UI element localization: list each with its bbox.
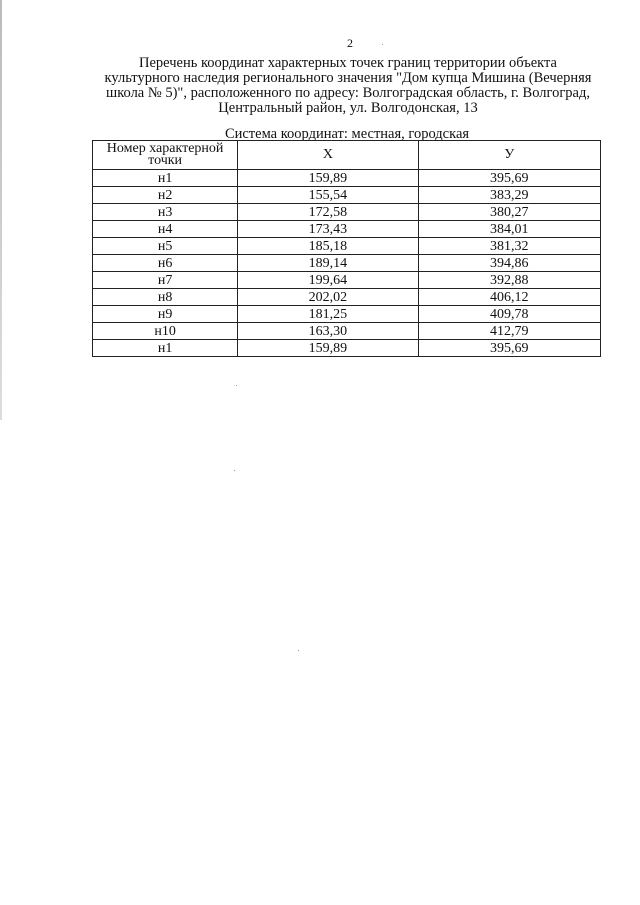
x-cell: 199,64	[238, 272, 418, 289]
page-number: 2	[347, 36, 353, 50]
point-number-cell: н1	[93, 340, 238, 357]
point-number-cell: н8	[93, 289, 238, 306]
y-cell: 409,78	[418, 306, 600, 323]
table-row	[93, 187, 601, 204]
scan-speck	[236, 385, 237, 386]
title-line-4: Центральный район, ул. Волгодонская, 13	[218, 100, 478, 116]
point-number-cell: н2	[93, 187, 238, 204]
header-x: Х	[238, 141, 418, 170]
y-cell: 380,27	[418, 204, 600, 221]
table-row	[93, 306, 601, 323]
header-y: У	[418, 141, 600, 170]
table-row	[93, 170, 601, 187]
x-cell: 163,30	[238, 323, 418, 340]
point-number-cell: н7	[93, 272, 238, 289]
scan-speck	[382, 44, 383, 45]
table-row	[93, 221, 601, 238]
point-number-cell: н1	[93, 170, 238, 187]
document-title	[88, 56, 608, 116]
y-cell: 406,12	[418, 289, 600, 306]
y-cell: 383,29	[418, 187, 600, 204]
x-cell: 202,02	[238, 289, 418, 306]
x-cell: 172,58	[238, 204, 418, 221]
point-number-cell: н4	[93, 221, 238, 238]
table-row	[93, 272, 601, 289]
point-number-cell: н9	[93, 306, 238, 323]
y-cell: 395,69	[418, 170, 600, 187]
table-row	[93, 238, 601, 255]
coordinate-system-label: Система координат: местная, городская	[224, 126, 470, 142]
point-number-cell: н5	[93, 238, 238, 255]
x-cell: 189,14	[238, 255, 418, 272]
point-number-cell: н3	[93, 204, 238, 221]
point-number-cell: н6	[93, 255, 238, 272]
scan-speck	[298, 650, 299, 651]
table-row	[93, 255, 601, 272]
table-row	[93, 323, 601, 340]
coordinates-table	[92, 140, 601, 357]
title-line-1: Перечень координат характерных точек границ территории объекта	[139, 55, 557, 71]
scan-edge	[0, 0, 2, 420]
y-cell: 384,01	[418, 221, 600, 238]
x-cell: 181,25	[238, 306, 418, 323]
y-cell: 381,32	[418, 238, 600, 255]
title-line-3: школа № 5)", расположенного по адресу: Волгоградская область, г. Волгоград,	[106, 85, 590, 101]
x-cell: 159,89	[238, 340, 418, 357]
table-row	[93, 340, 601, 357]
y-cell: 392,88	[418, 272, 600, 289]
title-line-2: культурного наследия регионального значения "Дом купца Мишина (Вечерняя	[104, 70, 592, 86]
y-cell: 394,86	[418, 255, 600, 272]
table-row	[93, 289, 601, 306]
y-cell: 412,79	[418, 323, 600, 340]
x-cell: 155,54	[238, 187, 418, 204]
x-cell: 159,89	[238, 170, 418, 187]
table-header-row	[93, 141, 601, 170]
y-cell: 395,69	[418, 340, 600, 357]
table-row	[93, 204, 601, 221]
point-number-cell: н10	[93, 323, 238, 340]
x-cell: 185,18	[238, 238, 418, 255]
x-cell: 173,43	[238, 221, 418, 238]
scan-speck	[234, 470, 235, 471]
header-point-number: Номер характерной точки	[93, 141, 238, 170]
